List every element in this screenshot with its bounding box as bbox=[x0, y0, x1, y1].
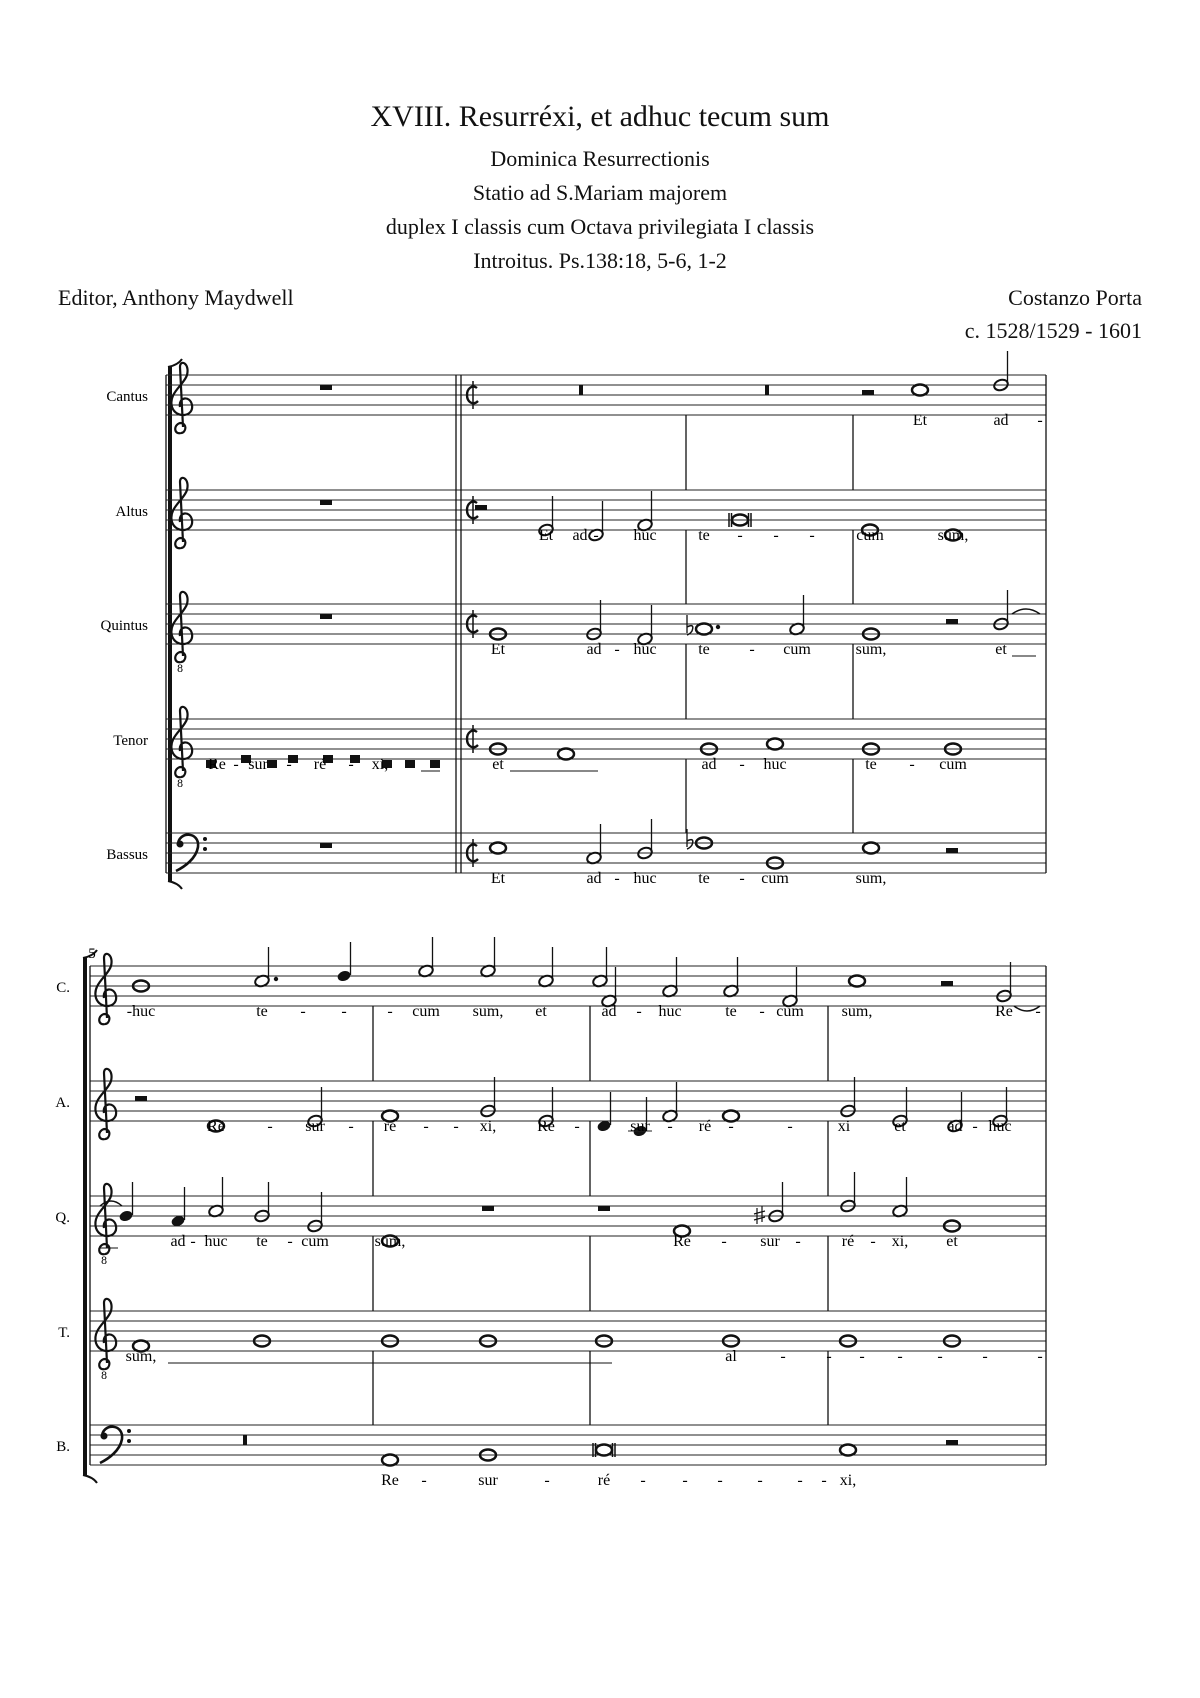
lyric-syllable: Re bbox=[995, 1003, 1013, 1020]
flat-sign bbox=[687, 840, 693, 849]
voice-name: Cantus bbox=[106, 389, 148, 405]
lyric-syllable: cum bbox=[761, 870, 789, 887]
half-rest bbox=[941, 981, 953, 986]
lyric-syllable: - bbox=[909, 756, 915, 773]
lyric-syllable: Re bbox=[208, 756, 226, 773]
lyric-syllable: te bbox=[698, 870, 710, 887]
half-rest bbox=[946, 1440, 958, 1445]
lyric-syllable: - bbox=[190, 1233, 196, 1250]
half-rest bbox=[946, 619, 958, 624]
lyric-syllable: - bbox=[870, 1233, 876, 1250]
lyric-syllable: - bbox=[757, 1472, 763, 1489]
lyric-syllable: - bbox=[682, 1472, 688, 1489]
lyric-syllable: ad bbox=[701, 756, 717, 773]
lyric-syllable: al bbox=[725, 1348, 737, 1365]
lyric-syllable: et bbox=[535, 1003, 547, 1020]
lyric-syllable: - bbox=[614, 641, 620, 658]
whole-note-head bbox=[382, 1455, 398, 1466]
octave-mark: 8 bbox=[176, 664, 184, 675]
whole-note-head bbox=[840, 1445, 856, 1456]
lyric-syllable: cum bbox=[939, 756, 967, 773]
feast-name: Dominica Resurrectionis bbox=[490, 146, 710, 171]
lyric-syllable: - bbox=[636, 1003, 642, 1020]
lyric-syllable: xi, bbox=[839, 1472, 857, 1489]
tie bbox=[1012, 609, 1040, 614]
note bbox=[849, 976, 865, 987]
whole-note-head bbox=[767, 739, 783, 750]
lyric-syllable: cum bbox=[412, 1003, 440, 1020]
lyric-syllable: - bbox=[826, 1348, 832, 1365]
lyric-syllable: et bbox=[995, 641, 1007, 658]
black-square-note bbox=[405, 760, 415, 768]
lyric-syllable: - bbox=[640, 1472, 646, 1489]
voice-name: Altus bbox=[115, 504, 148, 520]
system-bracket bbox=[83, 1475, 97, 1483]
lyric-syllable: sur bbox=[760, 1233, 780, 1250]
lyric-syllable: Et bbox=[490, 870, 506, 887]
breve-rest bbox=[243, 1435, 247, 1445]
half-rest bbox=[135, 1096, 147, 1101]
octave-mark: 8 bbox=[100, 1371, 108, 1382]
whole-note-head bbox=[558, 749, 574, 760]
quarter-note-head bbox=[336, 969, 351, 982]
half-rest bbox=[862, 390, 874, 395]
whole-note-head bbox=[912, 385, 928, 396]
breve-rest bbox=[579, 385, 583, 395]
piece-title: XVIII. Resurréxi, et adhuc tecum sum bbox=[370, 100, 830, 133]
lyric-syllable: - bbox=[739, 870, 745, 887]
lyric-syllable: sum, bbox=[855, 641, 887, 658]
breve-rest bbox=[765, 385, 769, 395]
lyric-syllable: - bbox=[897, 1348, 903, 1365]
lyric-syllable: sur bbox=[248, 756, 268, 773]
lyric-syllable: cum bbox=[856, 527, 884, 544]
editor-credit: Editor, Anthony Maydwell bbox=[58, 285, 294, 310]
lyric-syllable: xi bbox=[837, 1118, 851, 1135]
lyric-syllable: - bbox=[348, 1118, 354, 1135]
lyric-syllable: - bbox=[233, 756, 239, 773]
lyric-syllable: sum, bbox=[125, 1348, 157, 1365]
lyric-syllable: - bbox=[341, 1003, 347, 1020]
lyric-syllable: sur bbox=[305, 1118, 325, 1135]
lyric-syllable: ad bbox=[947, 1118, 963, 1135]
lyric-syllable: Et bbox=[490, 641, 506, 658]
note bbox=[382, 1455, 398, 1466]
lyric-syllable: - bbox=[773, 527, 779, 544]
source-reference: Introitus. Ps.138:18, 5-6, 1-2 bbox=[473, 248, 727, 273]
lyric-syllable: - bbox=[286, 756, 292, 773]
quarter-note-head bbox=[118, 1209, 133, 1222]
lyric-syllable: - bbox=[453, 1118, 459, 1135]
lyric-syllable: - bbox=[614, 870, 620, 887]
voice-name: C. bbox=[56, 980, 70, 996]
lyric-syllable: Re bbox=[207, 1118, 225, 1135]
note bbox=[840, 1445, 856, 1456]
incipit-note bbox=[405, 760, 415, 768]
lyric-syllable: - bbox=[780, 1348, 786, 1365]
voice-name: A. bbox=[55, 1095, 70, 1111]
lyric-syllable: - bbox=[300, 1003, 306, 1020]
lyric-syllable: huc bbox=[988, 1118, 1012, 1135]
lyric-syllable: ad bbox=[993, 412, 1009, 429]
lyric-syllable: huc bbox=[658, 1003, 682, 1020]
lyric-syllable: - bbox=[721, 1233, 727, 1250]
lyric-syllable: - bbox=[421, 1472, 427, 1489]
lyric-syllable: et bbox=[946, 1233, 958, 1250]
treble-clef-icon bbox=[95, 954, 116, 1024]
voice-name: Q. bbox=[55, 1210, 70, 1226]
lyric-syllable: - bbox=[809, 527, 815, 544]
octave-mark: 8 bbox=[100, 1256, 108, 1267]
black-square-note bbox=[430, 760, 440, 768]
treble-clef-icon bbox=[95, 1069, 116, 1139]
lyric-syllable: sum, bbox=[374, 1233, 406, 1250]
lyric-syllable: ad bbox=[170, 1233, 186, 1250]
system-bracket bbox=[168, 881, 182, 889]
note bbox=[912, 385, 928, 396]
treble-clef-icon bbox=[171, 478, 192, 548]
lyric-syllable: - bbox=[821, 1472, 827, 1489]
lyric-syllable: - bbox=[423, 1118, 429, 1135]
augmentation-dot bbox=[716, 625, 720, 629]
lyric-syllable: sum, bbox=[841, 1003, 873, 1020]
lyric-syllable: cum bbox=[301, 1233, 329, 1250]
voice-name: Bassus bbox=[106, 847, 148, 863]
lyric-syllable: - bbox=[797, 1472, 803, 1489]
whole-note-head bbox=[849, 976, 865, 987]
lyric-syllable: - bbox=[749, 641, 755, 658]
lyric-syllable: sur bbox=[478, 1472, 498, 1489]
lyric-syllable: ad bbox=[572, 527, 588, 544]
lyric-syllable: te bbox=[698, 527, 710, 544]
station-name: Statio ad S.Mariam majorem bbox=[472, 180, 728, 205]
lyric-syllable: -huc bbox=[126, 1003, 156, 1020]
lyric-syllable: sum, bbox=[472, 1003, 504, 1020]
lyric-syllable: huc bbox=[633, 527, 657, 544]
lyric-syllable: xi, bbox=[479, 1118, 497, 1135]
lyric-syllable: ad bbox=[586, 870, 602, 887]
incipit-note bbox=[267, 760, 277, 768]
lyric-syllable: - bbox=[387, 1003, 393, 1020]
lyric-syllable: - bbox=[1035, 1003, 1041, 1020]
whole-rest bbox=[320, 843, 332, 848]
lyric-syllable: te bbox=[865, 756, 877, 773]
lyric-syllable: Re bbox=[381, 1472, 399, 1489]
composer-name: Costanzo Porta bbox=[1008, 285, 1142, 310]
octave-mark: 8 bbox=[176, 779, 184, 790]
lyric-syllable: ré bbox=[383, 1118, 397, 1135]
half-rest bbox=[946, 848, 958, 853]
note bbox=[767, 739, 783, 750]
whole-note-head bbox=[863, 843, 879, 854]
lyric-syllable: - bbox=[1037, 1348, 1043, 1365]
black-square-note bbox=[267, 760, 277, 768]
note bbox=[118, 1209, 133, 1222]
lyric-syllable: cum bbox=[783, 641, 811, 658]
lyric-syllable: et bbox=[894, 1118, 906, 1135]
whole-rest bbox=[320, 614, 332, 619]
lyric-syllable: - bbox=[972, 1118, 978, 1135]
measure-number: 5 bbox=[88, 946, 96, 962]
lyric-syllable: Et bbox=[912, 412, 928, 429]
lyric-syllable: - bbox=[937, 1348, 943, 1365]
lyric-syllable: - bbox=[287, 1233, 293, 1250]
lyric-syllable: - bbox=[717, 1472, 723, 1489]
lyric-syllable: ré bbox=[313, 756, 327, 773]
note bbox=[696, 624, 712, 635]
treble-clef-icon bbox=[171, 363, 192, 433]
lyric-syllable: - bbox=[737, 527, 743, 544]
lyric-syllable: - bbox=[982, 1348, 988, 1365]
lyric-syllable: ré bbox=[698, 1118, 712, 1135]
lyric-syllable: Et bbox=[538, 527, 554, 544]
lyric-syllable: sur bbox=[630, 1118, 650, 1135]
lyric-syllable: te bbox=[256, 1233, 268, 1250]
lyric-syllable: - bbox=[859, 1348, 865, 1365]
lyric-syllable: te bbox=[725, 1003, 737, 1020]
whole-rest bbox=[320, 385, 332, 390]
augmentation-dot bbox=[274, 977, 278, 981]
lyric-syllable: - bbox=[787, 1118, 793, 1135]
whole-note-head bbox=[696, 624, 712, 635]
lyric-syllable: xi, bbox=[371, 756, 389, 773]
half-rest bbox=[475, 505, 487, 510]
lyric-syllable: - bbox=[544, 1472, 550, 1489]
lyric-syllable: cum bbox=[776, 1003, 804, 1020]
lyric-syllable: huc bbox=[763, 756, 787, 773]
rank-description: duplex I classis cum Octava privilegiata I classis bbox=[385, 214, 815, 239]
composer-dates: c. 1528/1529 - 1601 bbox=[964, 318, 1142, 343]
whole-rest bbox=[598, 1206, 610, 1211]
lyric-syllable: - bbox=[728, 1118, 734, 1135]
sharp-sign bbox=[754, 1206, 765, 1224]
lyric-syllable: et bbox=[492, 756, 504, 773]
tie bbox=[100, 1201, 122, 1206]
lyric-syllable: Re bbox=[537, 1118, 555, 1135]
lyric-syllable: huc bbox=[633, 870, 657, 887]
lyric-syllable: - bbox=[574, 1118, 580, 1135]
lyric-syllable: - bbox=[593, 527, 599, 544]
incipit-note bbox=[430, 760, 440, 768]
whole-rest bbox=[482, 1206, 494, 1211]
whole-rest bbox=[320, 500, 332, 505]
lyric-syllable: ad bbox=[586, 641, 602, 658]
voice-name: Quintus bbox=[100, 618, 148, 634]
lyric-syllable: sum, bbox=[855, 870, 887, 887]
whole-note-head bbox=[490, 843, 506, 854]
breve-head bbox=[596, 1445, 612, 1456]
note bbox=[863, 843, 879, 854]
lyric-syllable: huc bbox=[204, 1233, 228, 1250]
lyric-syllable: huc bbox=[633, 641, 657, 658]
lyric-syllable: ré bbox=[841, 1233, 855, 1250]
lyric-syllable: - bbox=[267, 1118, 273, 1135]
lyric-syllable: - bbox=[667, 1118, 673, 1135]
lyric-syllable: te bbox=[256, 1003, 268, 1020]
lyric-syllable: te bbox=[698, 641, 710, 658]
note bbox=[558, 749, 574, 760]
lyric-syllable: Re bbox=[673, 1233, 691, 1250]
lyric-syllable: - bbox=[348, 756, 354, 773]
lyric-syllable: sum, bbox=[937, 527, 969, 544]
lyric-syllable: - bbox=[795, 1233, 801, 1250]
lyric-syllable: ré bbox=[597, 1472, 611, 1489]
lyric-syllable: xi, bbox=[891, 1233, 909, 1250]
note bbox=[336, 969, 351, 982]
lyric-syllable: ad bbox=[601, 1003, 617, 1020]
lyric-syllable: - bbox=[739, 756, 745, 773]
voice-name: Tenor bbox=[113, 733, 148, 749]
lyric-syllable: - bbox=[759, 1003, 765, 1020]
note bbox=[490, 843, 506, 854]
voice-name: T. bbox=[58, 1325, 70, 1341]
lyric-syllable: - bbox=[1037, 412, 1043, 429]
voice-name: B. bbox=[56, 1439, 70, 1455]
